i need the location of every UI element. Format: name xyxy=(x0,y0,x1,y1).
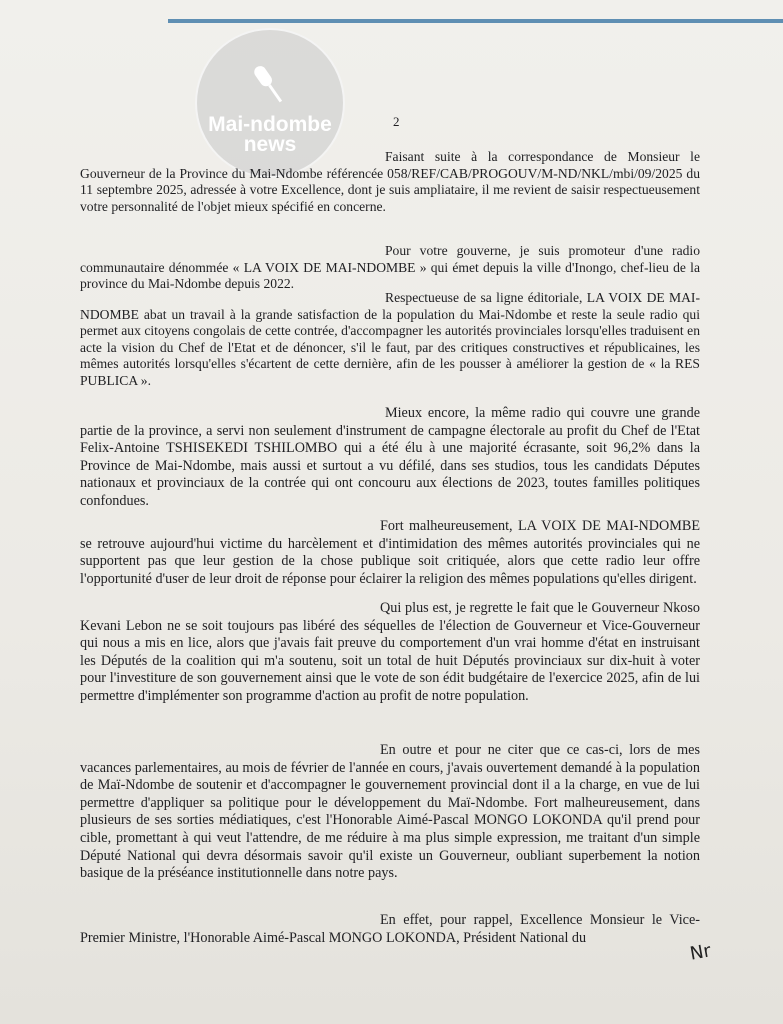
paragraph-3: Respectueuse de sa ligne éditoriale, LA VOIX DE MAI-NDOMBE abat un travail à la grande satisfaction de la population du Mai-Ndombe et reste la seule radio qui permet aux citoyens congolais de cette contrée, d'accompagner les autorités provinciales lorsqu'elles traduisent en acte la vision du Chef de l'Etat et de dénoncer, s'il le faut, par des critiques constructives et républicaines, les mêmes autorités lorsqu'elles s'écartent de cette dernière, afin de les pousser à améliorer la gestion de « la RES PUBLICA ». xyxy=(80,290,700,388)
paragraph-6: Qui plus est, je regrette le fait que le Gouverneur Nkoso Kevani Lebon ne se soit toujours pas libéré des séquelles de l'élection de Gouverneur et Vice-Gouverneur qui nous a mis en lice, alors que j'avais fait preuve du comportement d'un vrai homme d'état en instruisant les Députés de la coalition qui m'a soutenu, soit un total de huit Députés provinciaux sur dix-huit à voter pour l'investiture de son gouvernement ainsi que le vote de son édit budgétaire de l'exercice 2025, afin de lui permettre d'implémenter son programme d'action au profit de notre population. xyxy=(80,600,700,704)
paragraph-8: En effet, pour rappel, Excellence Monsieur le Vice-Premier Ministre, l'Honorable Aimé-Pascal MONGO LOKONDA, Président National du xyxy=(80,912,700,946)
paragraph-5: Fort malheureusement, LA VOIX DE MAI-NDOMBE se retrouve aujourd'hui victime du harcèlement et d'intimidation des mêmes autorités provinciales qui ne supportent pas que leur gestion de la chose publique soit critiquée, alors que cette radio leur offre l'opportunité d'user de leur droit de réponse pour éclairer la religion des mêmes populations qu'elles dirigent. xyxy=(80,518,700,587)
header-rule xyxy=(168,19,783,23)
logo-name: Mai-ndombe xyxy=(208,113,332,136)
paragraph-7: En outre et pour ne citer que ce cas-ci, lors de mes vacances parlementaires, au mois de février de l'année en cours, j'avais ouvertement demandé à la population de Maï-Ndombe de soutenir et d'accompagner le gouvernement provincial dont il a la charge, en vue de lui permettre d'appliquer sa politique pour le développement du Maï-Ndombe. Fort malheureusement, dans plusieurs de ses sorties médiatiques, c'est l'Honorable Aimé-Pascal MONGO LOKONDA qu'il prend pour cible, promettant à qui veut l'attendre, de me réduire à ma plus simple expression, me traitant d'un simple Député National qui devra désormais savoir qu'il existe un Gouverneur, oubliant superbement la notion basique de la préséance institutionnelle dans notre pays. xyxy=(80,742,700,882)
paragraph-4: Mieux encore, la même radio qui couvre une grande partie de la province, a servi non seulement d'instrument de campagne électorale au profit du Chef de l'Etat Felix-Antoine TSHISEKEDI TSHILOMBO qui a été élu à une majorité écrasante, soit 96,2% dans la Province de Mai-Ndombe, mais aussi et surtout a vu défilé, dans ses studios, tous les candidats Députes nationaux et provinciaux de la contrée qui ont concouru aux élections de 2023, toutes familles politiques confondues. xyxy=(80,405,700,509)
paragraph-1: Faisant suite à la correspondance de Monsieur le Gouverneur de la Province du Mai-Ndombe référencée 058/REF/CAB/PROGOUV/M-ND/NKL/mbi/09/2025 du 11 septembre 2025, adressée à votre Excellence, dont je suis ampliataire, il me revient de saisir respectueusement votre personnalité de l'objet mieux spécifié en concerne. xyxy=(80,149,700,214)
microphone-icon xyxy=(248,61,292,111)
page-number: 2 xyxy=(393,114,400,129)
paragraph-2: Pour votre gouverne, je suis promoteur d'une radio communautaire dénommée « LA VOIX DE MAI-NDOMBE » qui émet depuis la ville d'Inongo, chef-lieu de la province du Mai-Ndombe depuis 2022. xyxy=(80,243,700,292)
logo-sub: news xyxy=(243,133,297,156)
handwritten-initials: Nr xyxy=(688,940,713,965)
